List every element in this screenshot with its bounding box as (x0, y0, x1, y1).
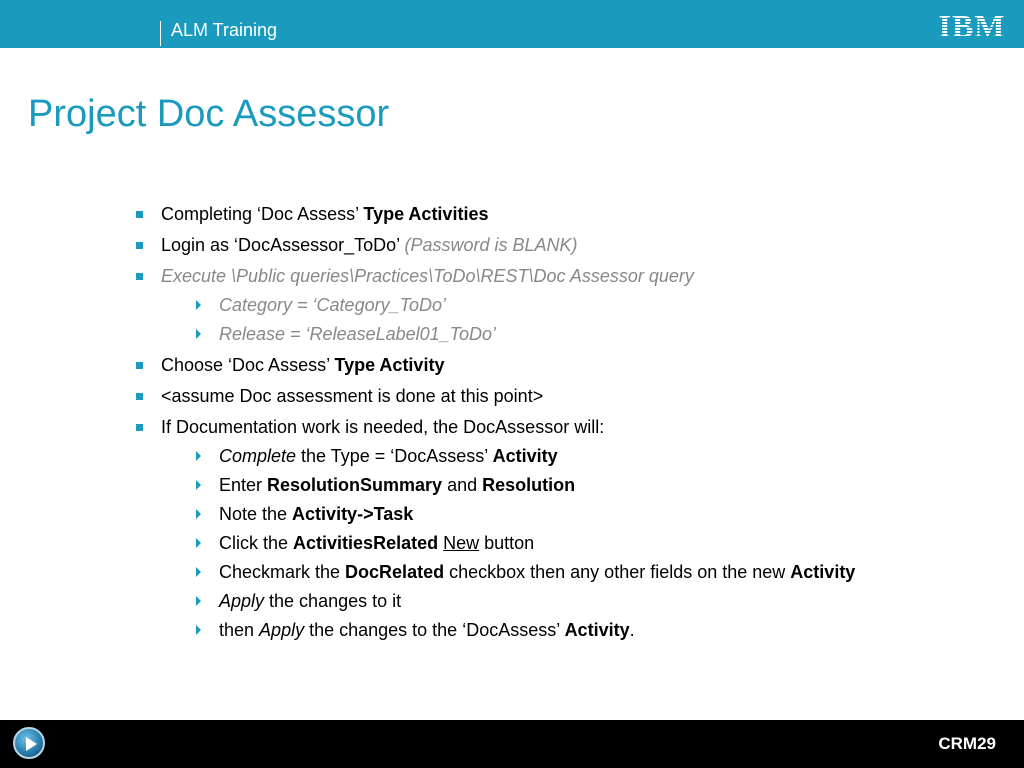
header-bar (0, 0, 1024, 48)
header-divider (160, 21, 161, 46)
footer-bar (0, 720, 1024, 768)
play-icon (26, 737, 37, 751)
triangle-bullet-icon (196, 596, 201, 606)
square-bullet-icon (136, 362, 143, 369)
sub-list-item: Release = ‘ReleaseLabel01_ToDo’ (219, 323, 496, 345)
ibm-logo (936, 10, 1008, 40)
triangle-bullet-icon (196, 300, 201, 310)
square-bullet-icon (136, 393, 143, 400)
page-label: CRM29 (938, 734, 996, 753)
slide-title: Project Doc Assessor (28, 93, 390, 135)
list-item: Execute \Public queries\Practices\ToDo\REST\Doc Assessor query (161, 265, 694, 287)
square-bullet-icon (136, 273, 143, 280)
square-bullet-icon (136, 424, 143, 431)
triangle-bullet-icon (196, 480, 201, 490)
list-item: Completing ‘Doc Assess’ Type Activities (161, 203, 488, 225)
square-bullet-icon (136, 211, 143, 218)
play-button[interactable] (13, 727, 45, 759)
triangle-bullet-icon (196, 329, 201, 339)
list-item: Login as ‘DocAssessor_ToDo’ (Password is BLANK) (161, 234, 578, 256)
course-title: ALM Training (171, 20, 278, 40)
triangle-bullet-icon (196, 509, 201, 519)
sub-list-item: then Apply the changes to the ‘DocAssess’ Activity. (219, 619, 635, 641)
triangle-bullet-icon (196, 451, 201, 461)
list-item: <assume Doc assessment is done at this point> (161, 385, 543, 407)
sub-list-item: Apply the changes to it (219, 590, 401, 612)
sub-list-item: Checkmark the DocRelated checkbox then any other fields on the new Activity (219, 561, 855, 583)
list-item: If Documentation work is needed, the DocAssessor will: (161, 416, 604, 438)
sub-list-item: Enter ResolutionSummary and Resolution (219, 474, 575, 496)
sub-list-item: Note the Activity->Task (219, 503, 413, 525)
sub-list-item: Complete the Type = ‘DocAssess’ Activity (219, 445, 558, 467)
triangle-bullet-icon (196, 625, 201, 635)
sub-list-item: Click the ActivitiesRelated New button (219, 532, 534, 554)
square-bullet-icon (136, 242, 143, 249)
triangle-bullet-icon (196, 538, 201, 548)
sub-list-item: Category = ‘Category_ToDo’ (219, 294, 446, 316)
triangle-bullet-icon (196, 567, 201, 577)
list-item: Choose ‘Doc Assess’ Type Activity (161, 354, 444, 376)
